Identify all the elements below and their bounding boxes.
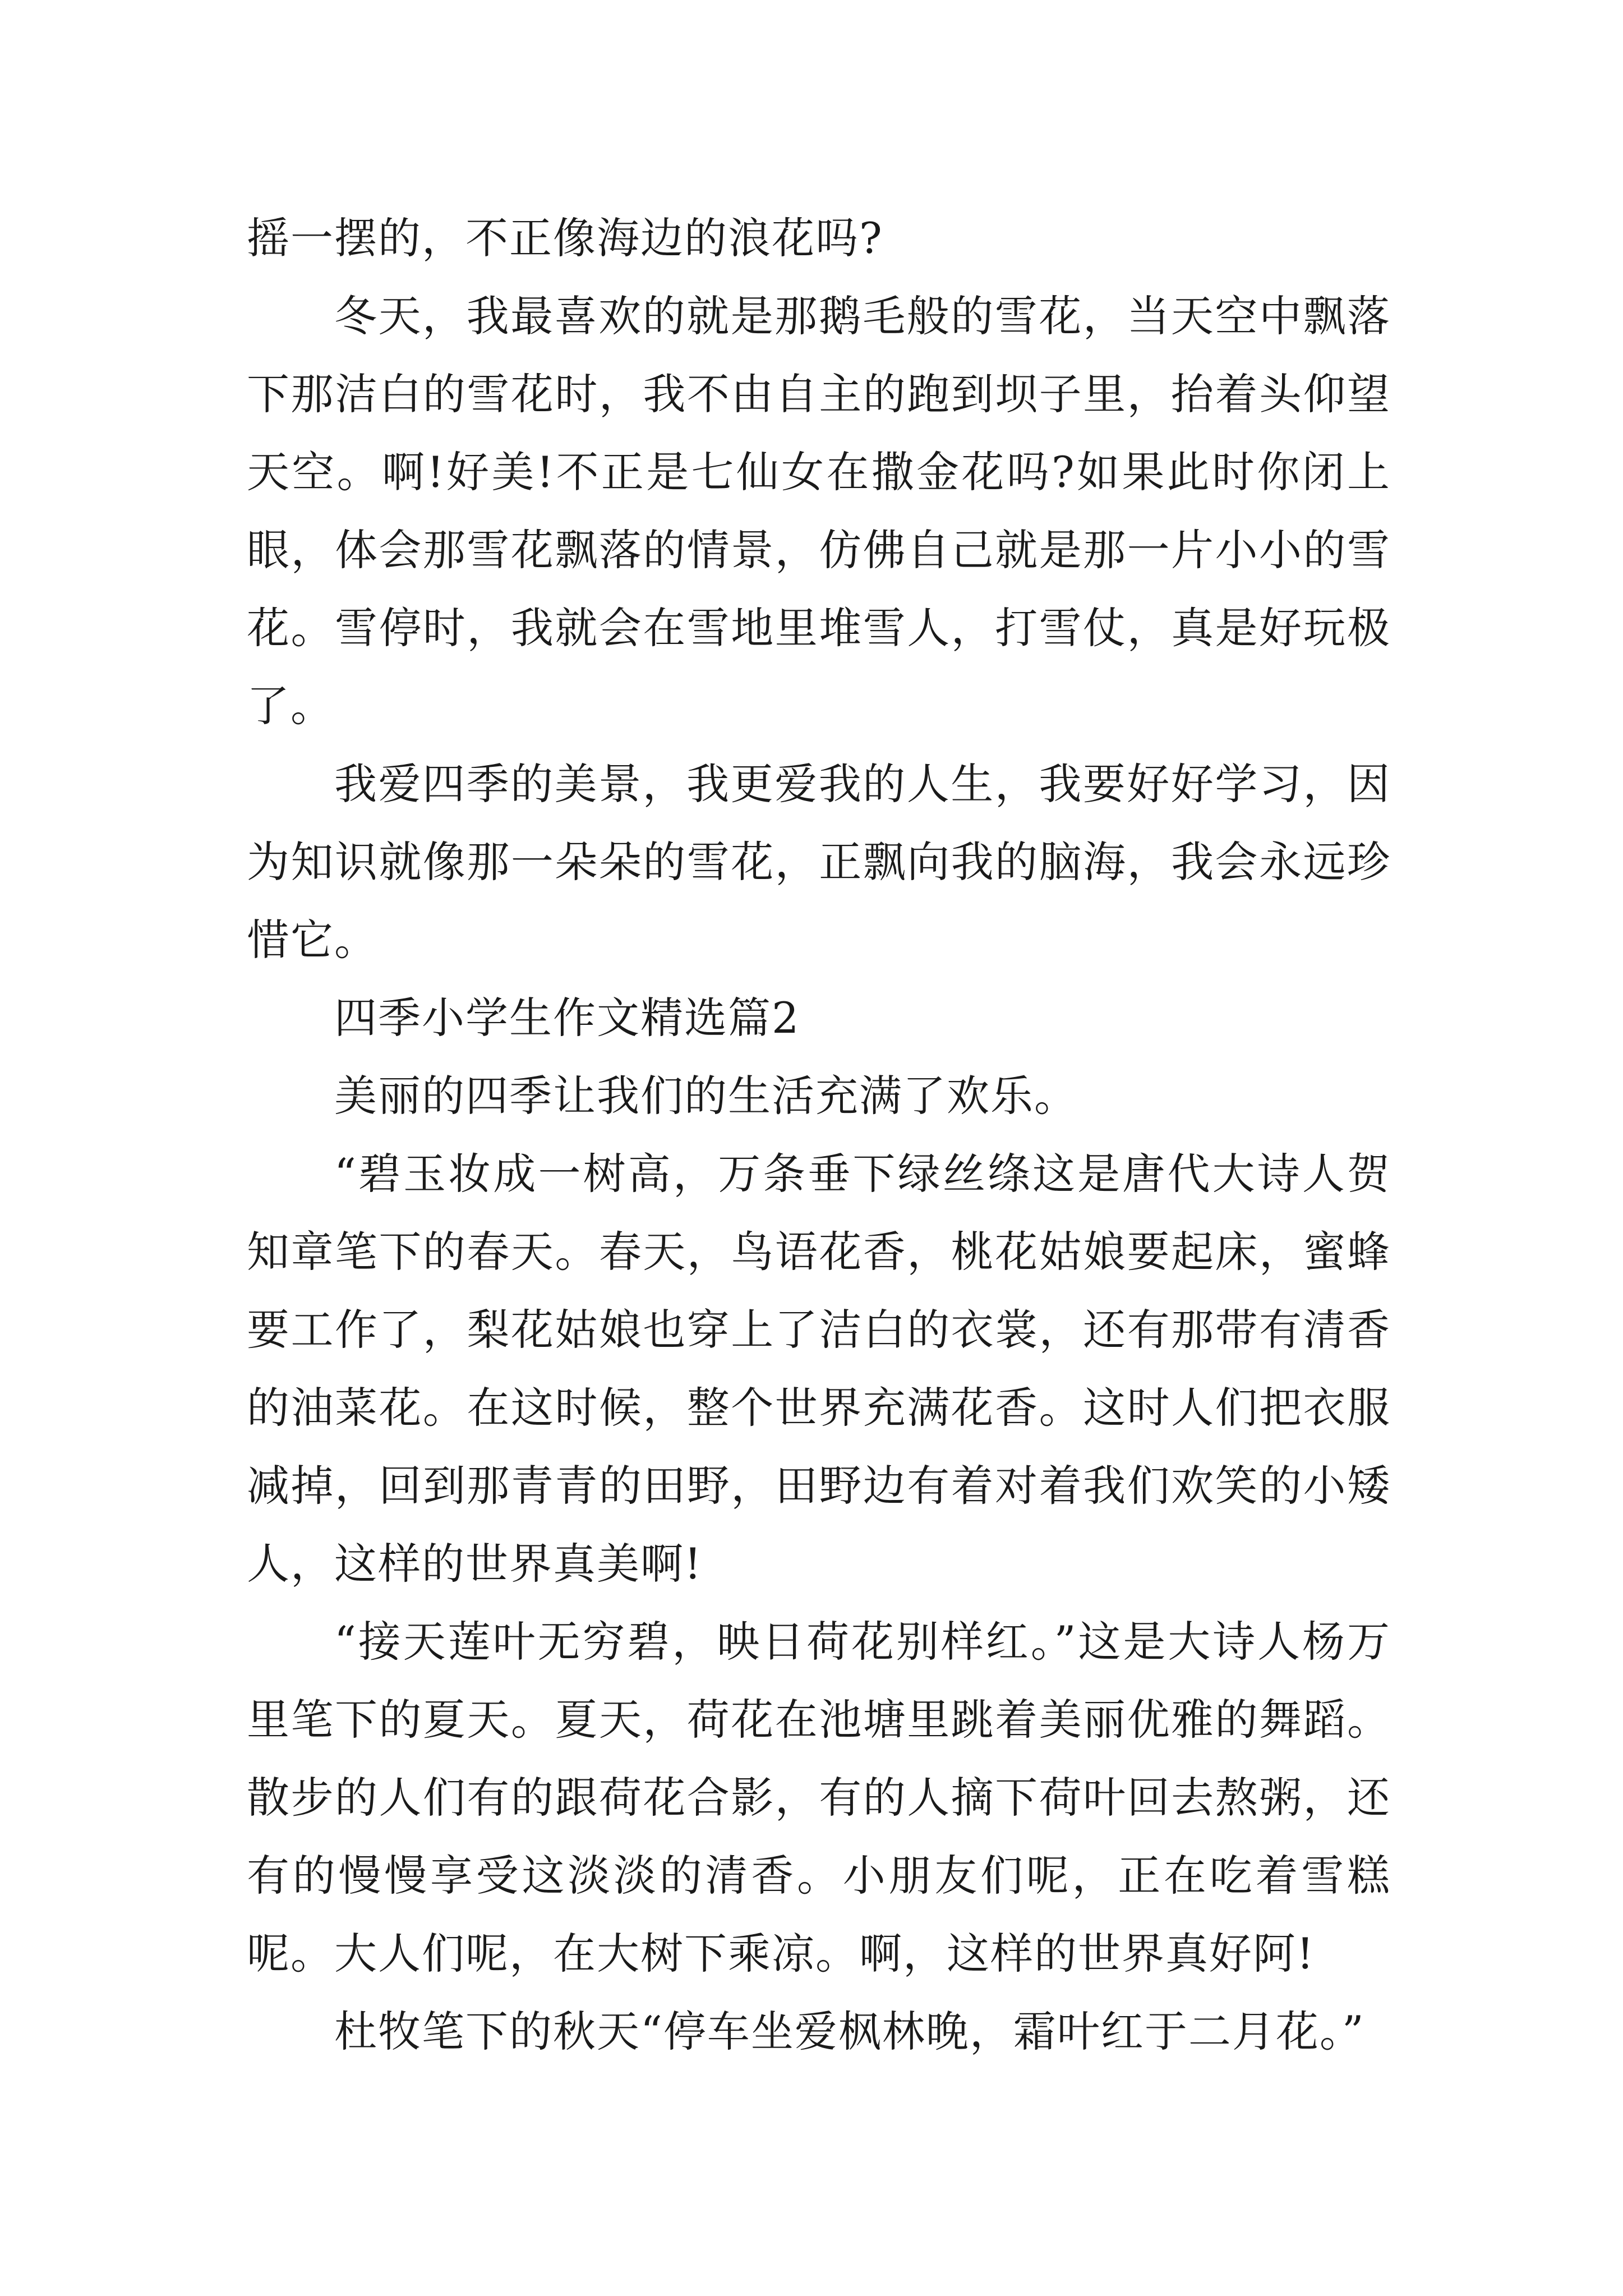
section-heading: 四季小学生作文精选篇2 <box>334 993 800 1043</box>
paragraph-1: 摇一摆的，不正像海边的浪花吗? <box>247 213 883 263</box>
paragraph-8: 杜牧笔下的秋天“停车坐爱枫林晚，霜叶红于二月花。” <box>334 2007 1365 2056</box>
paragraph-2: 冬天，我最喜欢的就是那鹅毛般的雪花，当天空中飘落下那洁白的雪花时，我不由自主的跑到坝子里，抬着头仰望天空。啊!好美!不正是七仙女在撒金花吗?如果此时你闭上眼，体会那雪花飘落的情景，仿佛自己就是那一片小小的雪花。雪停时，我就会在雪地里堆雪人，打雪仗，真是好玩极了。 <box>247 291 1391 731</box>
document-body <box>247 199 1391 2070</box>
paragraph-6: “碧玉妆成一树高，万条垂下绿丝绦这是唐代大诗人贺知章笔下的春天。春天，鸟语花香，桃花姑娘要起床，蜜蜂要工作了，梨花姑娘也穿上了洁白的衣裳，还有那带有清香的油菜花。在这时候，整个世界充满花香。这时人们把衣服减掉，回到那青青的田野，田野边有着对着我们欢笑的小矮人，这样的世界真美啊! <box>247 1149 1391 1589</box>
paragraph-5: 美丽的四季让我们的生活充满了欢乐。 <box>334 1071 1078 1121</box>
paragraph-7: “接天莲叶无穷碧，映日荷花别样红。”这是大诗人杨万里笔下的夏天。夏天，荷花在池塘里跳着美丽优雅的舞蹈。散步的人们有的跟荷花合影，有的人摘下荷叶回去熬粥，还有的慢慢享受这淡淡的清香。小朋友们呢，正在吃着雪糕呢。大人们呢，在大树下乘凉。啊，这样的世界真好阿! <box>247 1617 1391 1978</box>
paragraph-3: 我爱四季的美景，我更爱我的人生，我要好好学习，因为知识就像那一朵朵的雪花，正飘向我的脑海，我会永远珍惜它。 <box>247 759 1391 965</box>
